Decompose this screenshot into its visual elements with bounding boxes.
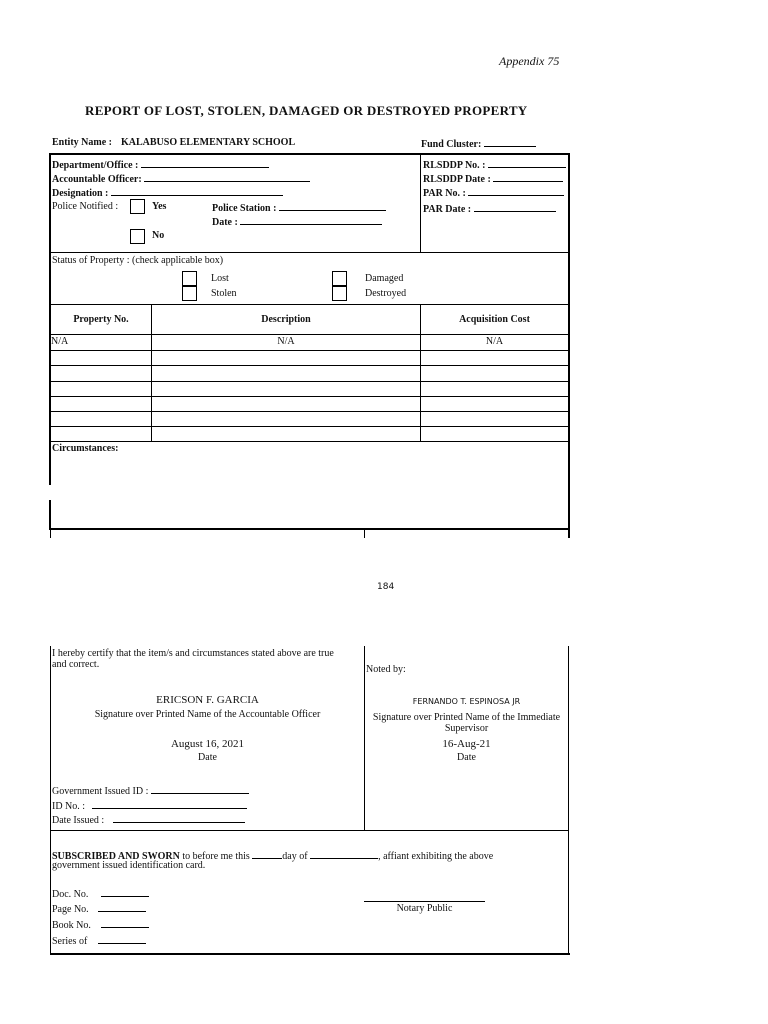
supervisor-caption-2: Supervisor <box>444 723 489 734</box>
table-header-acquisition-cost: Acquisition Cost <box>459 314 530 325</box>
date-issued-row <box>52 813 245 827</box>
damaged-checkbox[interactable] <box>332 271 347 286</box>
lost-checkbox[interactable] <box>182 271 197 286</box>
police-date-row <box>212 215 382 229</box>
fund-cluster-field[interactable] <box>484 137 536 147</box>
book-no-row <box>52 918 149 932</box>
sworn-day-field[interactable] <box>252 849 282 859</box>
table-bottom-line <box>50 441 569 442</box>
certify-line-1: I hereby certify that the item/s and circumstances stated above are true <box>52 648 334 659</box>
id-no-label: ID No. : <box>52 801 86 812</box>
stolen-label: Stolen <box>211 288 237 299</box>
rlsddp-no-label: RLSDDP No. : <box>423 160 486 171</box>
department-field[interactable] <box>141 158 269 168</box>
police-date-label: Date : <box>212 217 238 228</box>
par-date-row <box>423 202 556 216</box>
table-top-line <box>50 304 569 305</box>
table-row-line <box>50 350 569 351</box>
page-no-field[interactable] <box>98 902 146 912</box>
department-row <box>52 158 269 172</box>
sworn-text-1: to before me this <box>182 851 250 862</box>
signature-stub-mid <box>364 530 365 538</box>
doc-no-row <box>52 887 149 901</box>
supervisor-date-label: Date <box>457 752 476 763</box>
appendix-label: Appendix 75 <box>499 54 560 68</box>
book-no-field[interactable] <box>101 918 149 928</box>
police-no-label: No <box>152 230 165 241</box>
par-no-field[interactable] <box>468 186 564 196</box>
series-of-label: Series of <box>52 936 88 947</box>
doc-no-field[interactable] <box>101 887 149 897</box>
sworn-line-2: government issued identification card. <box>52 860 206 871</box>
police-station-row <box>212 201 386 215</box>
sworn-month-field[interactable] <box>310 849 378 859</box>
lost-label: Lost <box>211 273 229 284</box>
supervisor-date: 16-Aug-21 <box>442 738 491 750</box>
police-notified-label: Police Notified : <box>52 201 119 212</box>
series-of-field[interactable] <box>98 934 146 944</box>
cert-right-border <box>568 646 569 954</box>
circumstances-bottom-border <box>50 528 570 530</box>
designation-field[interactable] <box>111 186 283 196</box>
id-no-row <box>52 799 247 813</box>
police-yes-label: Yes <box>152 201 167 212</box>
table-cell-acquisition-cost[interactable]: N/A <box>485 336 504 347</box>
doc-no-label: Doc. No. <box>52 889 89 900</box>
designation-row <box>52 186 283 200</box>
police-date-field[interactable] <box>240 215 382 225</box>
table-header-description: Description <box>261 314 311 325</box>
officer-name: ERICSON F. GARCIA <box>156 694 259 706</box>
circumstances-left-border-lower <box>49 500 51 530</box>
id-no-field[interactable] <box>92 799 247 809</box>
supervisor-name: FERNANDO T. ESPINOSA JR <box>412 697 521 706</box>
officer-date-label: Date <box>198 752 217 763</box>
sworn-text-2: day of <box>282 851 308 862</box>
sworn-bold: SUBSCRIBED AND SWORN <box>52 851 180 862</box>
top-box-top-border <box>50 153 570 155</box>
table-header-property-no: Property No. <box>73 314 129 325</box>
table-row-line <box>50 411 569 412</box>
rlsddp-date-row <box>423 172 563 186</box>
table-row-line <box>50 365 569 366</box>
table-cell-property-no[interactable]: N/A <box>51 336 69 347</box>
rlsddp-date-label: RLSDDP Date : <box>423 174 491 185</box>
par-no-label: PAR No. : <box>423 188 466 199</box>
series-of-row <box>52 934 146 948</box>
destroyed-checkbox[interactable] <box>332 286 347 301</box>
signature-stub-left <box>50 530 51 538</box>
rlsddp-no-field[interactable] <box>488 158 566 168</box>
report-title: REPORT OF LOST, STOLEN, DAMAGED OR DESTROYED PROPERTY <box>85 103 528 118</box>
status-top-line <box>50 252 569 253</box>
supervisor-caption-1: Signature over Printed Name of the Immediate <box>372 712 561 723</box>
entity-name-value: KALABUSO ELEMENTARY SCHOOL <box>121 137 296 148</box>
notary-public-label: Notary Public <box>396 903 453 914</box>
page-number: 184 <box>377 582 395 592</box>
table-row-line <box>50 396 569 397</box>
officer-caption: Signature over Printed Name of the Accountable Officer <box>94 709 321 720</box>
officer-date: August 16, 2021 <box>170 738 245 750</box>
department-label: Department/Office : <box>52 160 139 171</box>
date-issued-field[interactable] <box>113 813 245 823</box>
accountable-row <box>52 172 310 186</box>
par-no-row <box>423 186 564 200</box>
police-station-label: Police Station : <box>212 203 277 214</box>
gov-id-row <box>52 784 249 798</box>
damaged-label: Damaged <box>365 273 404 284</box>
police-station-field[interactable] <box>279 201 386 211</box>
fund-cluster-label <box>421 137 536 151</box>
book-no-label: Book No. <box>52 920 91 931</box>
entity-name-label: Entity Name : <box>52 137 112 148</box>
table-row-line <box>50 381 569 382</box>
par-date-label: PAR Date : <box>423 204 472 215</box>
sworn-text-3: , affiant exhibiting the above <box>378 851 494 862</box>
top-box-right-border <box>568 153 570 538</box>
table-row-line <box>50 426 569 427</box>
page-no-label: Page No. <box>52 904 89 915</box>
police-yes-checkbox[interactable] <box>130 199 145 214</box>
page-no-row <box>52 902 146 916</box>
accountable-label: Accountable Officer: <box>52 174 142 185</box>
cert-bottom-border <box>50 953 570 955</box>
table-header-bottom <box>50 334 569 335</box>
designation-label: Designation : <box>52 188 109 199</box>
police-no-checkbox[interactable] <box>130 229 145 244</box>
notary-signature-line[interactable] <box>364 901 485 902</box>
cert-left-border <box>50 646 51 954</box>
accountable-field[interactable] <box>144 172 310 182</box>
certify-line-2: and correct. <box>52 659 100 670</box>
noted-by-label: Noted by: <box>366 664 406 675</box>
table-cell-description[interactable]: N/A <box>277 336 295 347</box>
par-date-field[interactable] <box>474 202 556 212</box>
rlsddp-no-row <box>423 158 566 172</box>
fund-cluster-text: Fund Cluster: <box>421 139 482 150</box>
gov-id-field[interactable] <box>151 784 249 794</box>
status-label: Status of Property : (check applicable box) <box>52 255 224 266</box>
circumstances-label: Circumstances: <box>52 443 119 454</box>
top-box-divider <box>420 154 421 252</box>
destroyed-label: Destroyed <box>365 288 407 299</box>
stolen-checkbox[interactable] <box>182 286 197 301</box>
rlsddp-date-field[interactable] <box>493 172 563 182</box>
cert-divider <box>50 830 569 831</box>
date-issued-label: Date Issued : <box>52 815 105 826</box>
gov-id-label: Government Issued ID : <box>52 786 149 797</box>
